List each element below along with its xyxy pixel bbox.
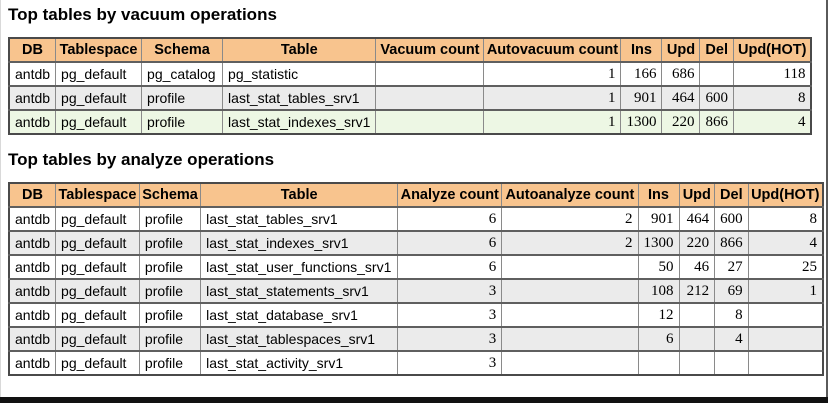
cell-schema: profile	[139, 231, 200, 255]
cell-del: 4	[715, 327, 749, 351]
cell-table: last_stat_activity_srv1	[201, 351, 398, 375]
cell-autovacuum-count: 1	[484, 110, 621, 134]
cell-ins	[638, 351, 679, 375]
column-header-tablespace: Tablespace	[56, 183, 140, 207]
section-title-vacuum-operations: Top tables by vacuum operations	[8, 5, 277, 24]
cell-upd-hot	[748, 303, 823, 327]
cell-upd	[679, 303, 715, 327]
table-row	[9, 303, 823, 327]
cell-db: antdb	[9, 327, 56, 351]
cell-table: last_stat_tablespaces_srv1	[201, 327, 398, 351]
cell-schema: profile	[142, 86, 223, 110]
window-left-edge	[0, 0, 1, 403]
cell-tablespace: pg_default	[56, 86, 142, 110]
table-row	[9, 255, 823, 279]
cell-del: 600	[700, 86, 734, 110]
cell-upd-hot: 118	[733, 62, 811, 86]
cell-autovacuum-count: 1	[484, 62, 621, 86]
cell-autovacuum-count: 1	[484, 86, 621, 110]
cell-del	[715, 351, 749, 375]
cell-ins: 1300	[621, 110, 662, 134]
cell-analyze-count: 3	[398, 327, 502, 351]
cell-tablespace: pg_default	[56, 62, 142, 86]
cell-table: pg_statistic	[223, 62, 376, 86]
cell-table: last_stat_user_functions_srv1	[201, 255, 398, 279]
cell-tablespace: pg_default	[56, 255, 140, 279]
cell-autoanalyze-count: 2	[502, 231, 638, 255]
header-row	[9, 183, 823, 207]
vacuum-operations-table	[8, 37, 812, 135]
column-header-del: Del	[700, 38, 734, 62]
cell-analyze-count: 3	[398, 303, 502, 327]
cell-db: antdb	[9, 255, 56, 279]
table-row	[9, 231, 823, 255]
cell-table: last_stat_tables_srv1	[201, 207, 398, 231]
cell-ins: 12	[638, 303, 679, 327]
cell-ins: 901	[638, 207, 679, 231]
cell-upd: 212	[679, 279, 715, 303]
table-row	[9, 207, 823, 231]
cell-autoanalyze-count: 2	[502, 207, 638, 231]
cell-upd: 464	[662, 86, 700, 110]
cell-ins: 50	[638, 255, 679, 279]
cell-del	[700, 62, 734, 86]
table-row	[9, 327, 823, 351]
column-header-db: DB	[9, 38, 56, 62]
cell-tablespace: pg_default	[56, 279, 140, 303]
column-header-table: Table	[201, 183, 398, 207]
cell-del: 8	[715, 303, 749, 327]
cell-analyze-count: 6	[398, 207, 502, 231]
cell-schema: profile	[139, 327, 200, 351]
cell-ins: 901	[621, 86, 662, 110]
table-row	[9, 279, 823, 303]
section-title-analyze-operations: Top tables by analyze operations	[8, 150, 275, 169]
cell-schema: profile	[142, 110, 223, 134]
table-row	[9, 86, 811, 110]
column-header-upd-hot: Upd(HOT)	[748, 183, 823, 207]
column-header-ins: Ins	[621, 38, 662, 62]
table-row	[9, 351, 823, 375]
cell-autoanalyze-count	[502, 327, 638, 351]
cell-upd-hot: 1	[748, 279, 823, 303]
analyze-operations-section	[8, 149, 824, 376]
cell-table: last_stat_statements_srv1	[201, 279, 398, 303]
cell-del: 866	[715, 231, 749, 255]
cell-db: antdb	[9, 110, 56, 134]
cell-schema: profile	[139, 207, 200, 231]
cell-autoanalyze-count	[502, 255, 638, 279]
column-header-db: DB	[9, 183, 56, 207]
cell-schema: profile	[139, 303, 200, 327]
cell-autoanalyze-count	[502, 351, 638, 375]
window-right-edge	[826, 0, 828, 403]
column-header-del: Del	[715, 183, 749, 207]
cell-upd-hot: 8	[733, 86, 811, 110]
cell-tablespace: pg_default	[56, 110, 142, 134]
cell-upd	[679, 351, 715, 375]
cell-table: last_stat_indexes_srv1	[201, 231, 398, 255]
column-header-vacuum-count: Vacuum count	[376, 38, 484, 62]
column-header-autovacuum-count: Autovacuum count	[484, 38, 621, 62]
cell-schema: pg_catalog	[142, 62, 223, 86]
column-header-schema: Schema	[142, 38, 223, 62]
cell-db: antdb	[9, 303, 56, 327]
cell-del: 69	[715, 279, 749, 303]
cell-del: 600	[715, 207, 749, 231]
cell-vacuum-count	[376, 86, 484, 110]
column-header-upd-hot: Upd(HOT)	[733, 38, 811, 62]
cell-upd: 464	[679, 207, 715, 231]
table-row	[9, 110, 811, 134]
vacuum-operations-section	[8, 4, 824, 135]
cell-schema: profile	[139, 255, 200, 279]
column-header-table: Table	[223, 38, 376, 62]
cell-ins: 166	[621, 62, 662, 86]
cell-tablespace: pg_default	[56, 327, 140, 351]
cell-table: last_stat_indexes_srv1	[223, 110, 376, 134]
analyze-operations-table	[8, 182, 824, 376]
cell-schema: profile	[139, 351, 200, 375]
cell-schema: profile	[139, 279, 200, 303]
cell-db: antdb	[9, 279, 56, 303]
cell-del: 866	[700, 110, 734, 134]
cell-tablespace: pg_default	[56, 351, 140, 375]
cell-vacuum-count	[376, 62, 484, 86]
header-row	[9, 38, 811, 62]
cell-tablespace: pg_default	[56, 303, 140, 327]
cell-upd-hot: 4	[733, 110, 811, 134]
cell-analyze-count: 3	[398, 351, 502, 375]
cell-autoanalyze-count	[502, 303, 638, 327]
column-header-schema: Schema	[139, 183, 200, 207]
cell-upd: 46	[679, 255, 715, 279]
cell-upd-hot	[748, 351, 823, 375]
cell-ins: 108	[638, 279, 679, 303]
cell-upd: 686	[662, 62, 700, 86]
cell-upd-hot: 4	[748, 231, 823, 255]
cell-ins: 1300	[638, 231, 679, 255]
column-header-upd: Upd	[662, 38, 700, 62]
cell-db: antdb	[9, 62, 56, 86]
cell-analyze-count: 3	[398, 279, 502, 303]
cell-ins: 6	[638, 327, 679, 351]
column-header-analyze-count: Analyze count	[398, 183, 502, 207]
cell-upd: 220	[662, 110, 700, 134]
column-header-upd: Upd	[679, 183, 715, 207]
cell-analyze-count: 6	[398, 255, 502, 279]
cell-upd-hot	[748, 327, 823, 351]
cell-vacuum-count	[376, 110, 484, 134]
cell-upd: 220	[679, 231, 715, 255]
cell-table: last_stat_database_srv1	[201, 303, 398, 327]
column-header-tablespace: Tablespace	[56, 38, 142, 62]
cell-analyze-count: 6	[398, 231, 502, 255]
cell-db: antdb	[9, 207, 56, 231]
cell-del: 27	[715, 255, 749, 279]
cell-tablespace: pg_default	[56, 207, 140, 231]
window-bottom-edge	[0, 397, 828, 403]
column-header-autoanalyze-count: Autoanalyze count	[502, 183, 638, 207]
cell-table: last_stat_tables_srv1	[223, 86, 376, 110]
cell-db: antdb	[9, 351, 56, 375]
cell-upd-hot: 25	[748, 255, 823, 279]
cell-upd-hot: 8	[748, 207, 823, 231]
cell-upd	[679, 327, 715, 351]
column-header-ins: Ins	[638, 183, 679, 207]
cell-autoanalyze-count	[502, 279, 638, 303]
cell-tablespace: pg_default	[56, 231, 140, 255]
table-row	[9, 62, 811, 86]
cell-db: antdb	[9, 231, 56, 255]
cell-db: antdb	[9, 86, 56, 110]
